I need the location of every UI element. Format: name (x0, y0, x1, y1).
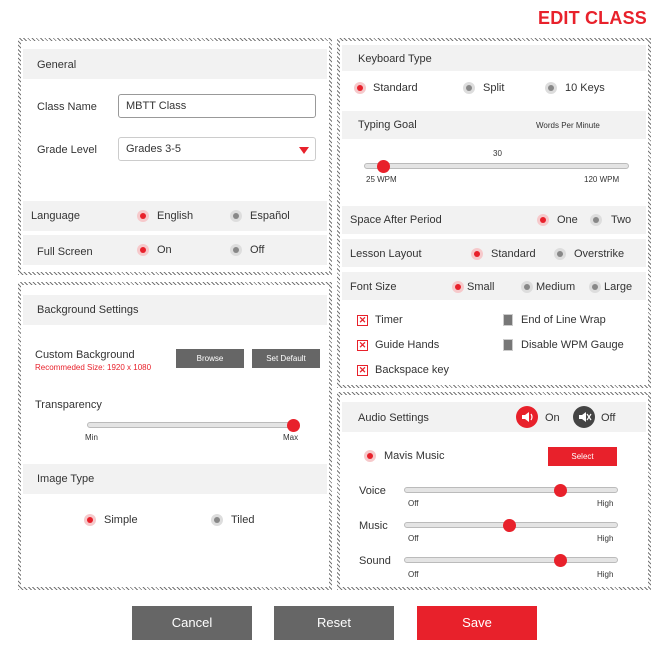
reset-button[interactable]: Reset (274, 606, 394, 640)
keyboard-split-label: Split (483, 82, 505, 94)
space-two-label: Two (611, 214, 632, 226)
sound-label: Sound (359, 555, 391, 567)
typing-goal-knob[interactable] (377, 160, 390, 173)
recommended-size-note: Recommeded Size: 1920 x 1080 (35, 363, 152, 372)
fullscreen-on-label: On (157, 244, 172, 256)
mavis-music-label: Mavis Music (384, 450, 445, 462)
voice-high-tick: High (597, 499, 614, 508)
grade-level-value: Grades 3-5 (126, 143, 182, 155)
transparency-min: Min (85, 433, 98, 442)
font-medium-radio[interactable] (521, 281, 533, 293)
background-label: Background Settings (37, 304, 139, 316)
font-medium-label: Medium (536, 281, 576, 293)
language-english-radio[interactable] (137, 210, 149, 222)
font-small-label: Small (467, 281, 495, 293)
sound-high-tick: High (597, 570, 614, 579)
image-tiled-label: Tiled (231, 514, 255, 526)
grade-level-label: Grade Level (37, 144, 97, 156)
end-wrap-label: End of Line Wrap (521, 314, 606, 326)
typing-goal-max: 120 WPM (584, 175, 620, 184)
fullscreen-off-label: Off (250, 244, 265, 256)
language-espanol-label: Español (250, 210, 290, 222)
sound-off-tick: Off (408, 570, 419, 579)
mavis-music-radio[interactable] (364, 450, 376, 462)
keyboard-split-radio[interactable] (463, 82, 475, 94)
page-title: EDIT CLASS (537, 8, 647, 28)
font-large-radio[interactable] (589, 281, 601, 293)
cancel-button[interactable]: Cancel (132, 606, 252, 640)
transparency-max: Max (283, 433, 299, 442)
voice-knob[interactable] (554, 484, 567, 497)
transparency-label: Transparency (35, 399, 102, 411)
transparency-knob[interactable] (287, 419, 300, 432)
typing-goal-slider[interactable] (364, 163, 629, 169)
background-panel (18, 282, 332, 590)
typing-goal-value: 30 (493, 149, 502, 158)
image-tiled-radio[interactable] (211, 514, 223, 526)
general-label: General (37, 59, 77, 71)
custom-background-label: Custom Background (35, 349, 135, 361)
voice-off-tick: Off (408, 499, 419, 508)
audio-settings-label: Audio Settings (358, 412, 429, 424)
language-label: Language (31, 210, 80, 222)
chevron-down-icon (299, 147, 309, 154)
timer-label: Timer (375, 314, 403, 326)
space-one-radio[interactable] (537, 214, 549, 226)
disable-wpm-checkbox[interactable] (503, 339, 513, 351)
keyboard-panel (337, 38, 651, 388)
class-name-label: Class Name (37, 101, 97, 113)
save-button[interactable]: Save (417, 606, 537, 640)
end-wrap-checkbox[interactable] (503, 314, 513, 326)
guide-hands-checkbox[interactable]: ✕ (358, 340, 367, 350)
language-english-label: English (157, 210, 194, 222)
layout-overstrike-label: Overstrike (574, 248, 625, 260)
space-label: Space After Period (350, 214, 442, 226)
typing-goal-unit: Words Per Minute (536, 121, 600, 130)
transparency-slider[interactable] (87, 422, 296, 428)
backspace-label: Backspace key (375, 364, 449, 376)
voice-slider[interactable] (404, 487, 618, 493)
set-default-button[interactable]: Set Default (252, 349, 320, 368)
guide-hands-label: Guide Hands (375, 339, 440, 351)
image-simple-label: Simple (104, 514, 138, 526)
music-knob[interactable] (503, 519, 516, 532)
font-size-label: Font Size (350, 281, 397, 293)
disable-wpm-label: Disable WPM Gauge (521, 339, 624, 351)
layout-standard-radio[interactable] (471, 248, 483, 260)
language-espanol-radio[interactable] (230, 210, 242, 222)
music-label: Music (359, 520, 388, 532)
sound-slider[interactable] (404, 557, 618, 563)
timer-checkbox[interactable]: ✕ (358, 315, 367, 325)
layout-overstrike-radio[interactable] (554, 248, 566, 260)
fullscreen-off-radio[interactable] (230, 244, 242, 256)
general-panel (18, 38, 332, 275)
typing-goal-min: 25 WPM (366, 175, 397, 184)
music-high-tick: High (597, 534, 614, 543)
space-one-label: One (557, 214, 578, 226)
voice-label: Voice (359, 485, 386, 497)
audio-off-label: Off (601, 412, 616, 424)
class-name-input[interactable]: MBTT Class (118, 94, 316, 118)
speaker-mute-icon[interactable] (573, 406, 595, 428)
font-small-radio[interactable] (452, 281, 464, 293)
font-large-label: Large (604, 281, 633, 293)
keyboard-standard-radio[interactable] (354, 82, 366, 94)
keyboard-10keys-label: 10 Keys (565, 82, 605, 94)
space-two-radio[interactable] (590, 214, 602, 226)
browse-button[interactable]: Browse (176, 349, 244, 368)
grade-level-select[interactable] (118, 137, 316, 161)
speaker-on-icon[interactable] (516, 406, 538, 428)
sound-knob[interactable] (554, 554, 567, 567)
audio-on-label: On (545, 412, 560, 424)
select-music-button[interactable]: Select (548, 447, 617, 466)
fullscreen-on-radio[interactable] (137, 244, 149, 256)
audio-panel (337, 392, 651, 590)
layout-standard-label: Standard (491, 248, 536, 260)
fullscreen-label: Full Screen (37, 246, 93, 258)
lesson-layout-label: Lesson Layout (350, 248, 422, 260)
keyboard-type-label: Keyboard Type (358, 53, 432, 65)
keyboard-standard-label: Standard (373, 82, 418, 94)
backspace-checkbox[interactable]: ✕ (358, 365, 367, 375)
keyboard-10keys-radio[interactable] (545, 82, 557, 94)
typing-goal-label: Typing Goal (358, 119, 417, 131)
music-off-tick: Off (408, 534, 419, 543)
image-simple-radio[interactable] (84, 514, 96, 526)
image-type-label: Image Type (37, 473, 95, 485)
